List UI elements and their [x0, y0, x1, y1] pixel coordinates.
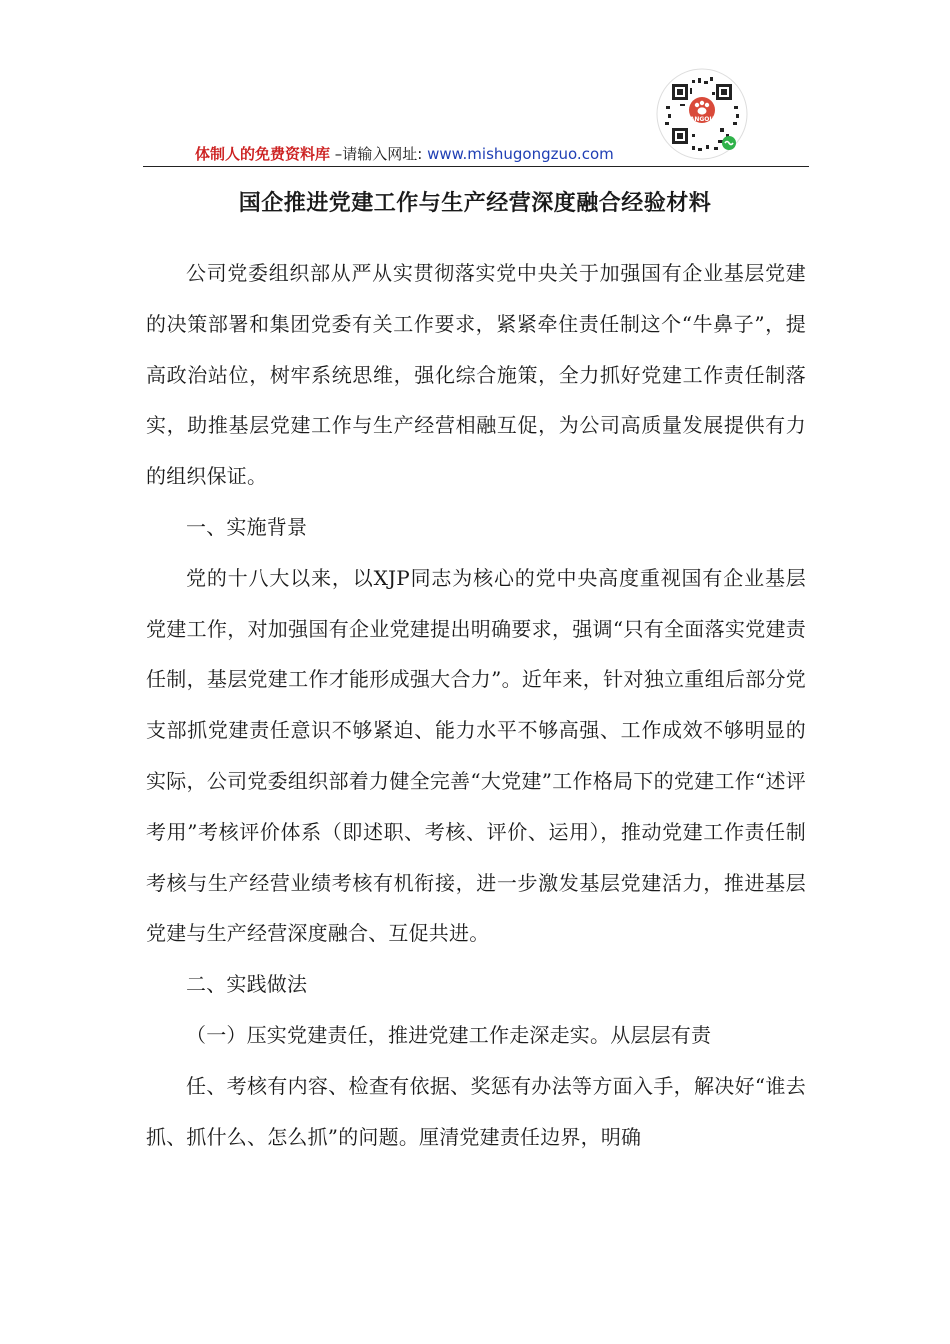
- qr-logo-text: ANGOU: [689, 116, 715, 123]
- site-header: [195, 144, 614, 164]
- document-body: [146, 248, 806, 1162]
- paragraph-responsibility: 任、考核有内容、检查有依据、奖惩有办法等方面入手，解决好“谁去抓、抓什么、怎么抓”的问题。厘清党建责任边界，明确: [146, 1073, 806, 1149]
- subheading-responsibility: （一）压实党建责任，推进党建工作走深走实。从层层有责: [186, 1022, 712, 1047]
- site-url-link[interactable]: www.mishugongzuo.com: [427, 145, 614, 163]
- section-heading-background: 一、实施背景: [186, 514, 308, 539]
- paragraph-intro: 公司党委组织部从严从实贯彻落实党中央关于加强国有企业基层党建的决策部署和集团党委有关工作要求，紧紧牵住责任制这个“牛鼻子”，提高政治站位，树牢系统思维，强化综合施策，全力抓好党建工作责任制落实，助推基层党建工作与生产经营相融互促，为公司高质量发展提供有力的组织保证。: [146, 261, 806, 489]
- document-title: 国企推进党建工作与生产经营深度融合经验材料: [238, 191, 712, 216]
- qr-code[interactable]: [656, 68, 748, 160]
- section-heading-practice: 二、实践做法: [186, 972, 308, 997]
- qr-code-icon: [656, 68, 748, 160]
- site-brand: 体制人的免费资料库: [195, 145, 331, 163]
- paragraph-background: 党的十八大以来，以XJP同志为核心的党中央高度重视国有企业基层党建工作，对加强国有企业党建提出明确要求，强调“只有全面落实党建责任制，基层党建工作才能形成强大合力”。近年来，针对独立重组后部分党支部抓党建责任意识不够紧迫、能力水平不够高强、工作成效不够明显的实际，公司党委组织部着力健全完善“大党建”工作格局下的党建工作“述评考用”考核评价体系（即述职、考核、评价、运用），推动党建工作责任制考核与生产经营业绩考核有机衔接，进一步激发基层党建活力，推进基层党建与生产经营深度融合、互促共进。: [146, 565, 806, 946]
- site-prompt: –请输入网址:: [330, 145, 428, 163]
- header-divider: [143, 166, 809, 167]
